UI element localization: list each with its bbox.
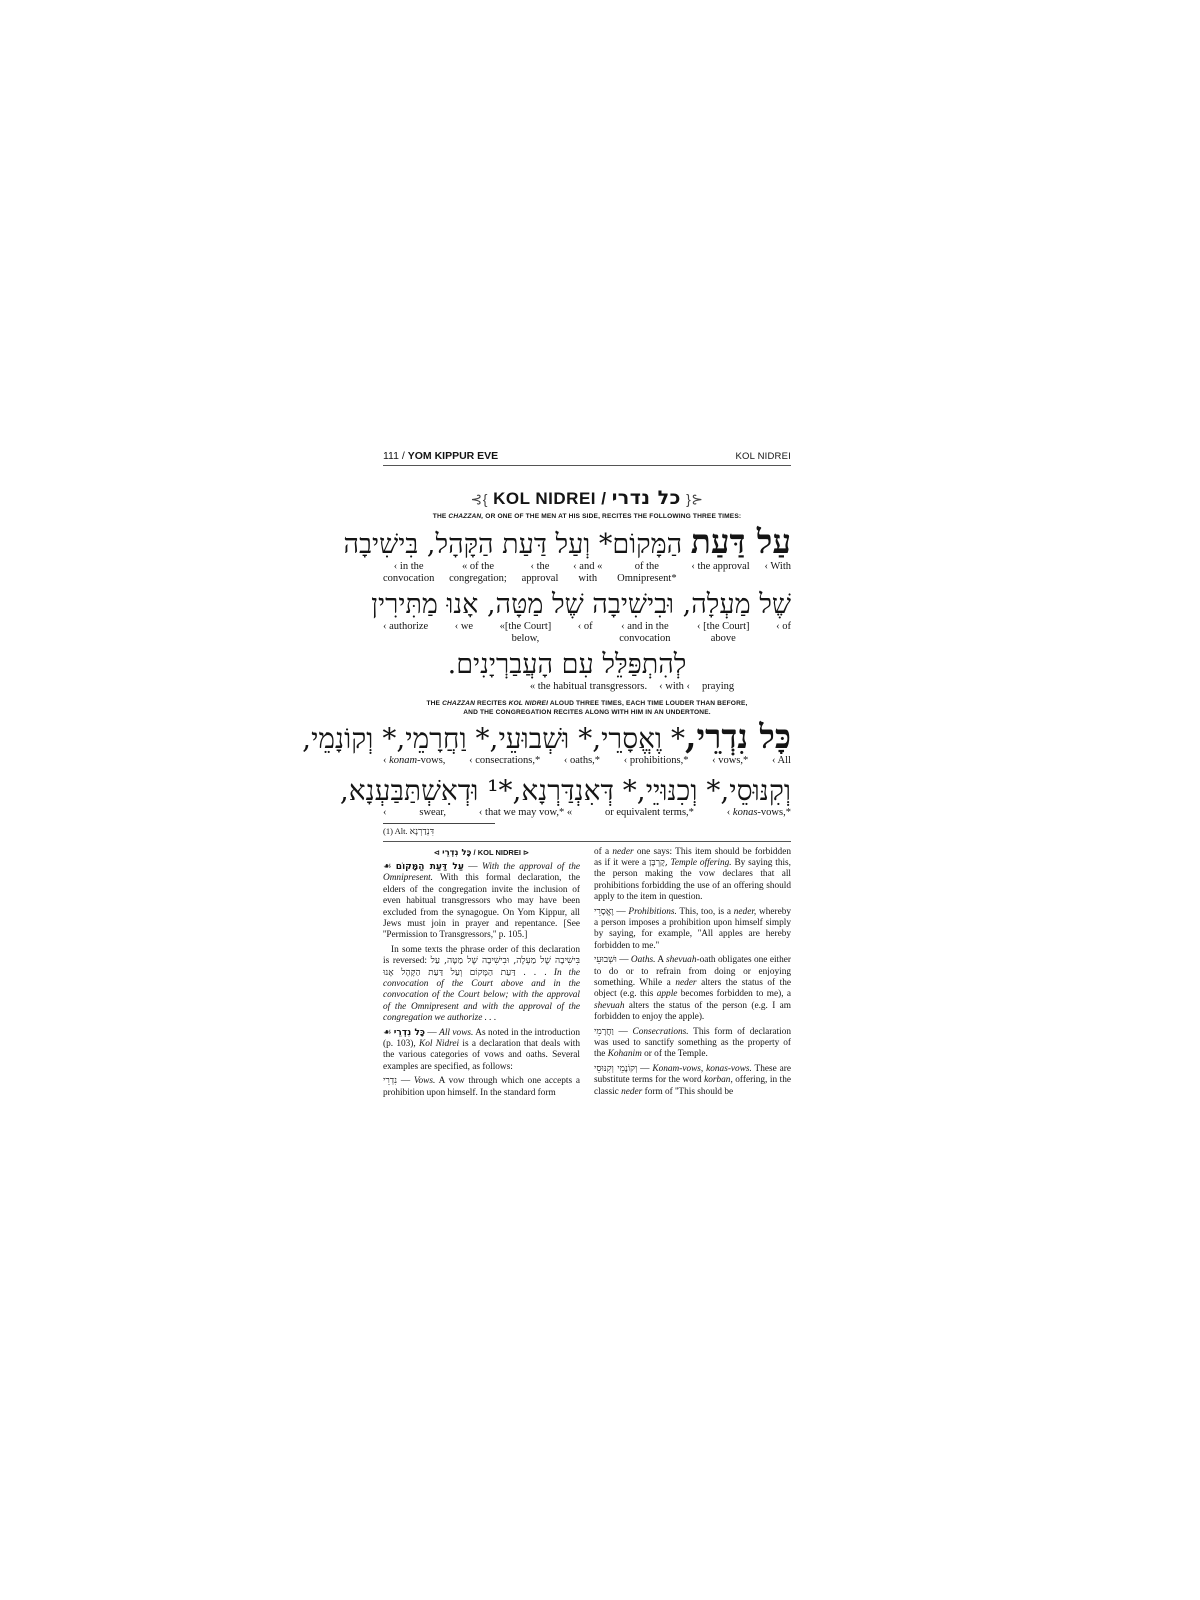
instruction-2: THE CHAZZAN RECITES KOL NIDREI ALOUD THREE TIMES, EACH TIME LOUDER THAN BEFORE, AND THE CONGREGATION RECITES ALONG WITH HIM IN AN UNDERTONE. bbox=[426, 699, 748, 716]
hebrew-line-3: לְהִתְפַּלֵּל עִם הָעֲבַרְיָנִים. bbox=[447, 648, 687, 680]
commentary-right-column bbox=[594, 847, 791, 1103]
gloss-item: «[the Court] below, bbox=[499, 620, 552, 644]
gloss-item: ‹ and « with bbox=[573, 560, 603, 584]
gloss-item: ‹ and in the convocation bbox=[619, 620, 671, 644]
prayer-book-page bbox=[302, 446, 791, 1102]
ornament-right-icon: }⊱ bbox=[686, 491, 704, 507]
ornament-right-icon: ⊳ bbox=[523, 847, 530, 857]
hebrew-line-4: כָּל נִדְרֵי,* וֶאֱסָרֵי,* וּשְׁבוּעֵי,* וַחֲרָמֵי,* וְקוֹנָמֵי, bbox=[302, 716, 791, 756]
gloss-item: « the habitual transgressors. bbox=[529, 680, 648, 692]
gloss-item: ‹ bbox=[383, 806, 387, 818]
gloss-item: swear, bbox=[419, 806, 447, 818]
hebrew-line-2: שֶׁל מַעְלָה, וּבִישִׁיבָה שֶׁל מַטָּה, אָנוּ מַתִּירִין bbox=[371, 588, 791, 620]
commentary-paragraph: וַחֲרָמֵי — Consecrations. This form of declaration was used to sanctify something as the property of the Kohanim or of the Temple. bbox=[594, 1026, 791, 1060]
hebrew-line-5: וְקִנּוּסֵי,* וְכִנּוּיֵי,* דְּאִנְדַּרְנָא,*¹ וּדְאִשְׁתַּבַּעְנָא, bbox=[339, 773, 791, 807]
commentary-paragraph: of a neder one says: This item should be forbidden as if it were a קָרְבָּן, Temple offering. By saying this, the person making the vow declares that all prohibitions forbidding the use of an offering should apply to the item in question. bbox=[594, 846, 791, 903]
gloss-item: praying bbox=[702, 680, 735, 692]
gloss-item: ‹ consecrations,* bbox=[469, 754, 541, 766]
gloss-line-2 bbox=[383, 621, 791, 645]
gloss-item: ‹ of bbox=[577, 620, 593, 632]
gloss-item: ‹ All bbox=[771, 754, 791, 766]
commentary-paragraph: In some texts the phrase order of this declaration is reversed: בִּישִׁיבָה שֶׁל מַעְלָה, וּבִישִׁיבָה שֶׁל מַטָּה, עַל דַּעַת הַמָּקוֹם וְעַל דַּעַת הַקָּהָל אָנוּ . . . In the convocation of the Court above and in the convocation of the Court below; with the approval of the Omnipresent and with the approval of the congregation we authorize . . . bbox=[383, 944, 581, 1024]
commentary-separator bbox=[383, 841, 791, 842]
title-english: KOL NIDREI bbox=[493, 489, 597, 508]
gloss-item: ‹ konam-vows, bbox=[383, 754, 446, 766]
page-number: 111 bbox=[383, 450, 399, 462]
gloss-item: of the Omnipresent* bbox=[617, 560, 677, 584]
gloss-item: ‹ authorize bbox=[383, 620, 429, 632]
footnote-rule bbox=[383, 823, 495, 824]
page-title: ⊰{ KOL NIDREI / כל נדרי }⊱ bbox=[470, 487, 704, 509]
running-head bbox=[383, 446, 791, 466]
gloss-line-5 bbox=[383, 807, 791, 819]
gloss-item: ‹ [the Court] above bbox=[697, 620, 750, 644]
gloss-item: ‹ that we may vow,* « bbox=[478, 806, 573, 818]
gloss-item: ‹ oaths,* bbox=[563, 754, 601, 766]
lemma-marker-icon: ☙ bbox=[383, 1027, 392, 1038]
gloss-item: ‹ with ‹ bbox=[659, 680, 691, 692]
footnote: (1) Alt. דִּנְדַרְנָא bbox=[383, 825, 435, 837]
title-hebrew: כל נדרי bbox=[611, 487, 681, 509]
gloss-item: « of the congregation; bbox=[449, 560, 507, 584]
gloss-item: ‹ With bbox=[764, 560, 791, 572]
commentary bbox=[383, 847, 791, 1103]
gloss-item: or equivalent terms,* bbox=[605, 806, 694, 818]
lemma-marker-icon: ☙ bbox=[383, 861, 392, 872]
section-title: YOM KIPPUR EVE bbox=[407, 450, 499, 462]
commentary-paragraph: וְקוֹנָמֵי וְקִנּוּסֵי — Konam-vows, konas-vows. These are substitute terms for the word korban, offering, in the classic neder form of ''This should be bbox=[594, 1063, 791, 1097]
gloss-item: ‹ we bbox=[454, 620, 474, 632]
hebrew-line-1: עַל דַּעַת הַמָּקוֹם* וְעַל דַּעַת הַקָּהָל, בִּישִׁיבָה bbox=[343, 521, 791, 561]
commentary-paragraph: ☙ עַל דַּעַת הַמָּקוֹם — With the approval of the Omnipresent. With this formal declaration, the elders of the congregation invite the inclusion of even habitual transgressors who may have been excluded from the synagogue. On Yom Kippur, all Jews must join in prayer and repentance. [See ''Permission to Transgressors,'' p. 105.] bbox=[383, 861, 581, 941]
commentary-paragraph: וֶאֱסָרֵי — Prohibitions. This, too, is a neder, whereby a person imposes a prohibition upon himself simply by saying, for example, ''All apples are hereby forbidden to me.'' bbox=[594, 906, 791, 951]
running-head-left: 111 / YOM KIPPUR EVE bbox=[383, 450, 499, 462]
gloss-item: ‹ of bbox=[776, 620, 791, 632]
ornament-left-icon: ⊰{ bbox=[470, 491, 488, 507]
gloss-item: ‹ vows,* bbox=[712, 754, 749, 766]
instruction-1: THE CHAZZAN, OR ONE OF THE MEN AT HIS SIDE, RECITES THE FOLLOWING THREE TIMES: bbox=[432, 513, 742, 520]
gloss-item: ‹ the approval bbox=[521, 560, 559, 584]
commentary-paragraph: ☙ כָּל נִדְרֵי — All vows. As noted in the introduction (p. 103), Kol Nidrei is a declaration that deals with the various categories of vows and oaths. Several examples are specified, as follows: bbox=[383, 1027, 581, 1072]
gloss-item: ‹ konas-vows,* bbox=[726, 806, 791, 818]
running-head-right: KOL NIDREI bbox=[735, 451, 791, 462]
commentary-left-column bbox=[383, 847, 580, 1103]
gloss-line-1 bbox=[383, 561, 791, 585]
ornament-left-icon: ⊲ bbox=[433, 847, 440, 857]
gloss-line-3 bbox=[473, 681, 791, 693]
gloss-item: ‹ prohibitions,* bbox=[623, 754, 689, 766]
commentary-paragraph: נִדְרֵי — Vows. A vow through which one accepts a prohibition upon himself. In the standard form bbox=[383, 1076, 580, 1098]
gloss-line-4 bbox=[383, 755, 791, 767]
commentary-paragraph: וּשְׁבוּעֵי — Oaths. A shevuah-oath obligates one either to do or to refrain from doing or enjoying something. While a neder alters the status of the object (e.g. this apple becomes forbidden to me), a shevuah alters the status of the person (e.g. I am forbidden to enjoy the apple). bbox=[594, 955, 791, 1023]
gloss-item: ‹ in the convocation bbox=[383, 560, 435, 584]
gloss-item: ‹ the approval bbox=[691, 560, 750, 572]
commentary-header: ⊲ כָּל נִדְרֵי / KOL NIDREI ⊳ bbox=[433, 847, 530, 858]
